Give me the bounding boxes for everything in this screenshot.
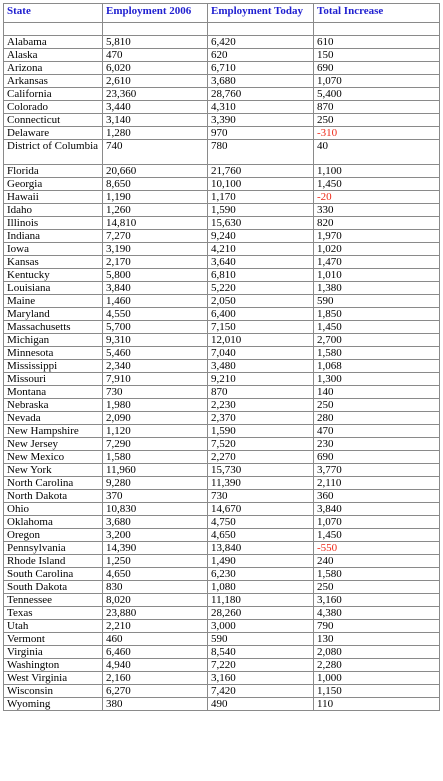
cell-state: West Virginia <box>4 672 103 685</box>
cell-state: Maryland <box>4 308 103 321</box>
cell-employment-today: 620 <box>208 49 314 62</box>
cell-employment-2006: 23,880 <box>103 607 208 620</box>
table-row <box>4 269 440 282</box>
cell-employment-2006: 3,200 <box>103 529 208 542</box>
cell-state: Georgia <box>4 178 103 191</box>
cell-total-increase: 3,770 <box>314 464 440 477</box>
table-row <box>4 360 440 373</box>
cell-state: Connecticut <box>4 114 103 127</box>
cell-state: Mississippi <box>4 360 103 373</box>
cell-state: Kansas <box>4 256 103 269</box>
cell-employment-2006: 1,190 <box>103 191 208 204</box>
cell-employment-today: 7,520 <box>208 438 314 451</box>
cell-total-increase: 1,070 <box>314 516 440 529</box>
cell-state: Washington <box>4 659 103 672</box>
cell-employment-2006: 3,140 <box>103 114 208 127</box>
cell-state: North Dakota <box>4 490 103 503</box>
cell-employment-2006: 470 <box>103 49 208 62</box>
table-row <box>4 503 440 516</box>
cell-state: Vermont <box>4 633 103 646</box>
cell-total-increase: 1,070 <box>314 75 440 88</box>
cell-total-increase: 1,300 <box>314 373 440 386</box>
cell-state: New York <box>4 464 103 477</box>
cell-employment-2006: 1,120 <box>103 425 208 438</box>
cell-employment-2006: 5,810 <box>103 36 208 49</box>
cell-employment-today: 9,240 <box>208 230 314 243</box>
cell-state: Delaware <box>4 127 103 140</box>
cell-employment-today: 4,210 <box>208 243 314 256</box>
cell-employment-2006: 8,650 <box>103 178 208 191</box>
table-row <box>4 49 440 62</box>
cell-state: South Carolina <box>4 568 103 581</box>
cell-state: South Dakota <box>4 581 103 594</box>
cell-employment-2006: 2,210 <box>103 620 208 633</box>
cell-employment-today: 7,220 <box>208 659 314 672</box>
cell-state: Alabama <box>4 36 103 49</box>
cell-employment-today: 1,590 <box>208 425 314 438</box>
cell-employment-today: 21,760 <box>208 165 314 178</box>
cell-state: Florida <box>4 165 103 178</box>
table-row <box>4 529 440 542</box>
cell-total-increase: 1,850 <box>314 308 440 321</box>
empty-row <box>4 23 440 36</box>
cell-employment-today: 1,080 <box>208 581 314 594</box>
cell-employment-today: 870 <box>208 386 314 399</box>
cell-state: Idaho <box>4 204 103 217</box>
table-row <box>4 451 440 464</box>
cell-employment-2006: 9,280 <box>103 477 208 490</box>
cell-state: Virginia <box>4 646 103 659</box>
cell-employment-today: 13,840 <box>208 542 314 555</box>
cell-total-increase: 690 <box>314 451 440 464</box>
cell-employment-today: 15,730 <box>208 464 314 477</box>
cell-total-increase: 1,450 <box>314 321 440 334</box>
cell-total-increase: -310 <box>314 127 440 140</box>
cell-employment-today: 3,160 <box>208 672 314 685</box>
cell-total-increase: 3,840 <box>314 503 440 516</box>
cell-total-increase: 1,000 <box>314 672 440 685</box>
cell-employment-2006: 6,460 <box>103 646 208 659</box>
cell-employment-2006: 3,680 <box>103 516 208 529</box>
cell-total-increase: 590 <box>314 295 440 308</box>
cell-state: Rhode Island <box>4 555 103 568</box>
cell-state: Texas <box>4 607 103 620</box>
cell-total-increase: 330 <box>314 204 440 217</box>
cell-employment-2006: 3,190 <box>103 243 208 256</box>
cell-total-increase: 1,380 <box>314 282 440 295</box>
table-row <box>4 62 440 75</box>
cell-total-increase: 2,700 <box>314 334 440 347</box>
cell-employment-today: 6,400 <box>208 308 314 321</box>
cell-state: Massachusetts <box>4 321 103 334</box>
cell-state: District of Columbia <box>4 140 103 165</box>
cell-employment-2006: 730 <box>103 386 208 399</box>
cell-total-increase: 5,400 <box>314 88 440 101</box>
cell-state: Wisconsin <box>4 685 103 698</box>
table-row <box>4 646 440 659</box>
cell-employment-2006: 4,550 <box>103 308 208 321</box>
cell-employment-today: 11,180 <box>208 594 314 607</box>
cell-state: Maine <box>4 295 103 308</box>
cell-total-increase: -20 <box>314 191 440 204</box>
cell-total-increase: 1,450 <box>314 529 440 542</box>
cell-state: Montana <box>4 386 103 399</box>
cell-employment-today: 780 <box>208 140 314 165</box>
cell-state: Indiana <box>4 230 103 243</box>
cell-employment-today: 730 <box>208 490 314 503</box>
cell-employment-today: 28,260 <box>208 607 314 620</box>
cell-employment-2006: 11,960 <box>103 464 208 477</box>
cell-employment-2006: 6,270 <box>103 685 208 698</box>
cell-total-increase: 870 <box>314 101 440 114</box>
cell-state: New Jersey <box>4 438 103 451</box>
cell-employment-2006: 23,360 <box>103 88 208 101</box>
cell-total-increase: 2,280 <box>314 659 440 672</box>
cell-employment-today: 1,590 <box>208 204 314 217</box>
cell-total-increase: 250 <box>314 399 440 412</box>
cell-employment-2006: 5,460 <box>103 347 208 360</box>
cell-employment-2006: 1,460 <box>103 295 208 308</box>
table-row <box>4 438 440 451</box>
cell-total-increase: 240 <box>314 555 440 568</box>
cell-employment-today: 490 <box>208 698 314 711</box>
table-row <box>4 620 440 633</box>
cell-employment-today: 7,150 <box>208 321 314 334</box>
cell-employment-2006: 14,810 <box>103 217 208 230</box>
cell-total-increase: 1,150 <box>314 685 440 698</box>
cell-employment-2006: 1,280 <box>103 127 208 140</box>
cell-state: Hawaii <box>4 191 103 204</box>
cell-total-increase: 230 <box>314 438 440 451</box>
table-row <box>4 412 440 425</box>
cell-employment-today: 11,390 <box>208 477 314 490</box>
cell-state: Illinois <box>4 217 103 230</box>
table-row <box>4 178 440 191</box>
cell-employment-2006: 10,830 <box>103 503 208 516</box>
cell-employment-today: 28,760 <box>208 88 314 101</box>
table-row <box>4 282 440 295</box>
cell-total-increase: 1,100 <box>314 165 440 178</box>
table-row <box>4 464 440 477</box>
table-row <box>4 243 440 256</box>
cell-total-increase: 150 <box>314 49 440 62</box>
cell-employment-2006: 1,260 <box>103 204 208 217</box>
cell-employment-today: 3,000 <box>208 620 314 633</box>
cell-employment-today: 3,480 <box>208 360 314 373</box>
table-body <box>4 23 440 711</box>
cell-employment-2006: 7,910 <box>103 373 208 386</box>
table-header-row <box>4 4 440 23</box>
cell-employment-2006: 3,440 <box>103 101 208 114</box>
table-row <box>4 295 440 308</box>
table-row <box>4 386 440 399</box>
cell-employment-2006: 460 <box>103 633 208 646</box>
cell-state: New Hampshire <box>4 425 103 438</box>
cell-employment-2006: 7,290 <box>103 438 208 451</box>
cell-state: Nebraska <box>4 399 103 412</box>
empty-cell <box>208 23 314 36</box>
table-row <box>4 140 440 165</box>
cell-state: Ohio <box>4 503 103 516</box>
header-total-increase: Total Increase <box>314 4 440 23</box>
cell-employment-2006: 6,020 <box>103 62 208 75</box>
cell-state: Missouri <box>4 373 103 386</box>
table-row <box>4 594 440 607</box>
cell-state: North Carolina <box>4 477 103 490</box>
cell-employment-2006: 14,390 <box>103 542 208 555</box>
cell-employment-2006: 830 <box>103 581 208 594</box>
cell-total-increase: 4,380 <box>314 607 440 620</box>
table-row <box>4 555 440 568</box>
cell-employment-2006: 8,020 <box>103 594 208 607</box>
cell-state: Arkansas <box>4 75 103 88</box>
empty-cell <box>314 23 440 36</box>
cell-employment-today: 970 <box>208 127 314 140</box>
table-row <box>4 633 440 646</box>
cell-state: California <box>4 88 103 101</box>
table-row <box>4 698 440 711</box>
cell-total-increase: 360 <box>314 490 440 503</box>
table-row <box>4 607 440 620</box>
cell-employment-2006: 4,940 <box>103 659 208 672</box>
cell-employment-today: 7,420 <box>208 685 314 698</box>
cell-total-increase: 250 <box>314 581 440 594</box>
table-row <box>4 373 440 386</box>
cell-employment-2006: 5,700 <box>103 321 208 334</box>
table-row <box>4 347 440 360</box>
cell-employment-2006: 2,090 <box>103 412 208 425</box>
cell-state: Arizona <box>4 62 103 75</box>
table-row <box>4 36 440 49</box>
cell-employment-today: 2,370 <box>208 412 314 425</box>
cell-employment-today: 4,650 <box>208 529 314 542</box>
cell-employment-2006: 9,310 <box>103 334 208 347</box>
cell-employment-2006: 740 <box>103 140 208 165</box>
cell-total-increase: 280 <box>314 412 440 425</box>
table-row <box>4 191 440 204</box>
cell-state: Iowa <box>4 243 103 256</box>
cell-total-increase: 2,080 <box>314 646 440 659</box>
cell-total-increase: 610 <box>314 36 440 49</box>
table-row <box>4 127 440 140</box>
cell-total-increase: 1,450 <box>314 178 440 191</box>
table-row <box>4 425 440 438</box>
header-employment-2006: Employment 2006 <box>103 4 208 23</box>
cell-employment-today: 6,710 <box>208 62 314 75</box>
cell-employment-today: 7,040 <box>208 347 314 360</box>
cell-state: Utah <box>4 620 103 633</box>
cell-state: Oklahoma <box>4 516 103 529</box>
cell-employment-today: 6,230 <box>208 568 314 581</box>
cell-employment-today: 2,270 <box>208 451 314 464</box>
table-row <box>4 204 440 217</box>
cell-employment-today: 15,630 <box>208 217 314 230</box>
cell-employment-today: 8,540 <box>208 646 314 659</box>
empty-cell <box>4 23 103 36</box>
cell-employment-today: 3,390 <box>208 114 314 127</box>
cell-employment-today: 1,490 <box>208 555 314 568</box>
cell-total-increase: 140 <box>314 386 440 399</box>
cell-total-increase: 1,470 <box>314 256 440 269</box>
table-row <box>4 321 440 334</box>
cell-employment-today: 14,670 <box>208 503 314 516</box>
table-row <box>4 165 440 178</box>
table-row <box>4 490 440 503</box>
header-employment-today: Employment Today <box>208 4 314 23</box>
cell-employment-2006: 7,270 <box>103 230 208 243</box>
empty-cell <box>103 23 208 36</box>
cell-total-increase: 130 <box>314 633 440 646</box>
cell-total-increase: 1,010 <box>314 269 440 282</box>
table-row <box>4 217 440 230</box>
cell-employment-2006: 2,170 <box>103 256 208 269</box>
cell-state: Minnesota <box>4 347 103 360</box>
cell-state: Pennsylvania <box>4 542 103 555</box>
table-row <box>4 516 440 529</box>
table-row <box>4 542 440 555</box>
cell-total-increase: 1,580 <box>314 347 440 360</box>
cell-total-increase: 250 <box>314 114 440 127</box>
cell-employment-today: 12,010 <box>208 334 314 347</box>
cell-state: Oregon <box>4 529 103 542</box>
table-row <box>4 308 440 321</box>
cell-employment-today: 6,420 <box>208 36 314 49</box>
cell-employment-today: 3,680 <box>208 75 314 88</box>
cell-total-increase: 470 <box>314 425 440 438</box>
cell-employment-today: 6,810 <box>208 269 314 282</box>
table-row <box>4 256 440 269</box>
cell-state: Wyoming <box>4 698 103 711</box>
table-row <box>4 334 440 347</box>
cell-total-increase: 1,580 <box>314 568 440 581</box>
cell-state: New Mexico <box>4 451 103 464</box>
cell-total-increase: 1,970 <box>314 230 440 243</box>
cell-employment-2006: 20,660 <box>103 165 208 178</box>
cell-employment-today: 590 <box>208 633 314 646</box>
cell-employment-2006: 370 <box>103 490 208 503</box>
cell-total-increase: 110 <box>314 698 440 711</box>
cell-employment-today: 2,050 <box>208 295 314 308</box>
cell-state: Alaska <box>4 49 103 62</box>
cell-employment-today: 10,100 <box>208 178 314 191</box>
cell-employment-today: 2,230 <box>208 399 314 412</box>
cell-state: Kentucky <box>4 269 103 282</box>
cell-employment-2006: 4,650 <box>103 568 208 581</box>
cell-employment-2006: 2,610 <box>103 75 208 88</box>
table-row <box>4 581 440 594</box>
table-row <box>4 75 440 88</box>
cell-state: Colorado <box>4 101 103 114</box>
cell-total-increase: 2,110 <box>314 477 440 490</box>
cell-employment-2006: 1,250 <box>103 555 208 568</box>
cell-total-increase: 820 <box>314 217 440 230</box>
cell-total-increase: 40 <box>314 140 440 165</box>
cell-employment-today: 1,170 <box>208 191 314 204</box>
cell-state: Michigan <box>4 334 103 347</box>
cell-employment-today: 3,640 <box>208 256 314 269</box>
table-row <box>4 88 440 101</box>
cell-employment-today: 9,210 <box>208 373 314 386</box>
table-row <box>4 101 440 114</box>
cell-state: Nevada <box>4 412 103 425</box>
cell-employment-today: 5,220 <box>208 282 314 295</box>
cell-employment-2006: 1,980 <box>103 399 208 412</box>
table-row <box>4 568 440 581</box>
cell-employment-2006: 3,840 <box>103 282 208 295</box>
table-row <box>4 477 440 490</box>
cell-total-increase: 690 <box>314 62 440 75</box>
table-row <box>4 399 440 412</box>
cell-employment-2006: 2,160 <box>103 672 208 685</box>
cell-total-increase: 1,020 <box>314 243 440 256</box>
table-row <box>4 114 440 127</box>
cell-total-increase: 1,068 <box>314 360 440 373</box>
table-row <box>4 672 440 685</box>
employment-table <box>3 3 440 711</box>
cell-total-increase: -550 <box>314 542 440 555</box>
cell-employment-2006: 1,580 <box>103 451 208 464</box>
table-row <box>4 659 440 672</box>
cell-employment-today: 4,310 <box>208 101 314 114</box>
cell-state: Louisiana <box>4 282 103 295</box>
header-state: State <box>4 4 103 23</box>
cell-employment-2006: 5,800 <box>103 269 208 282</box>
cell-employment-2006: 2,340 <box>103 360 208 373</box>
cell-employment-2006: 380 <box>103 698 208 711</box>
table-row <box>4 230 440 243</box>
table-row <box>4 685 440 698</box>
cell-employment-today: 4,750 <box>208 516 314 529</box>
cell-state: Tennessee <box>4 594 103 607</box>
cell-total-increase: 3,160 <box>314 594 440 607</box>
cell-total-increase: 790 <box>314 620 440 633</box>
